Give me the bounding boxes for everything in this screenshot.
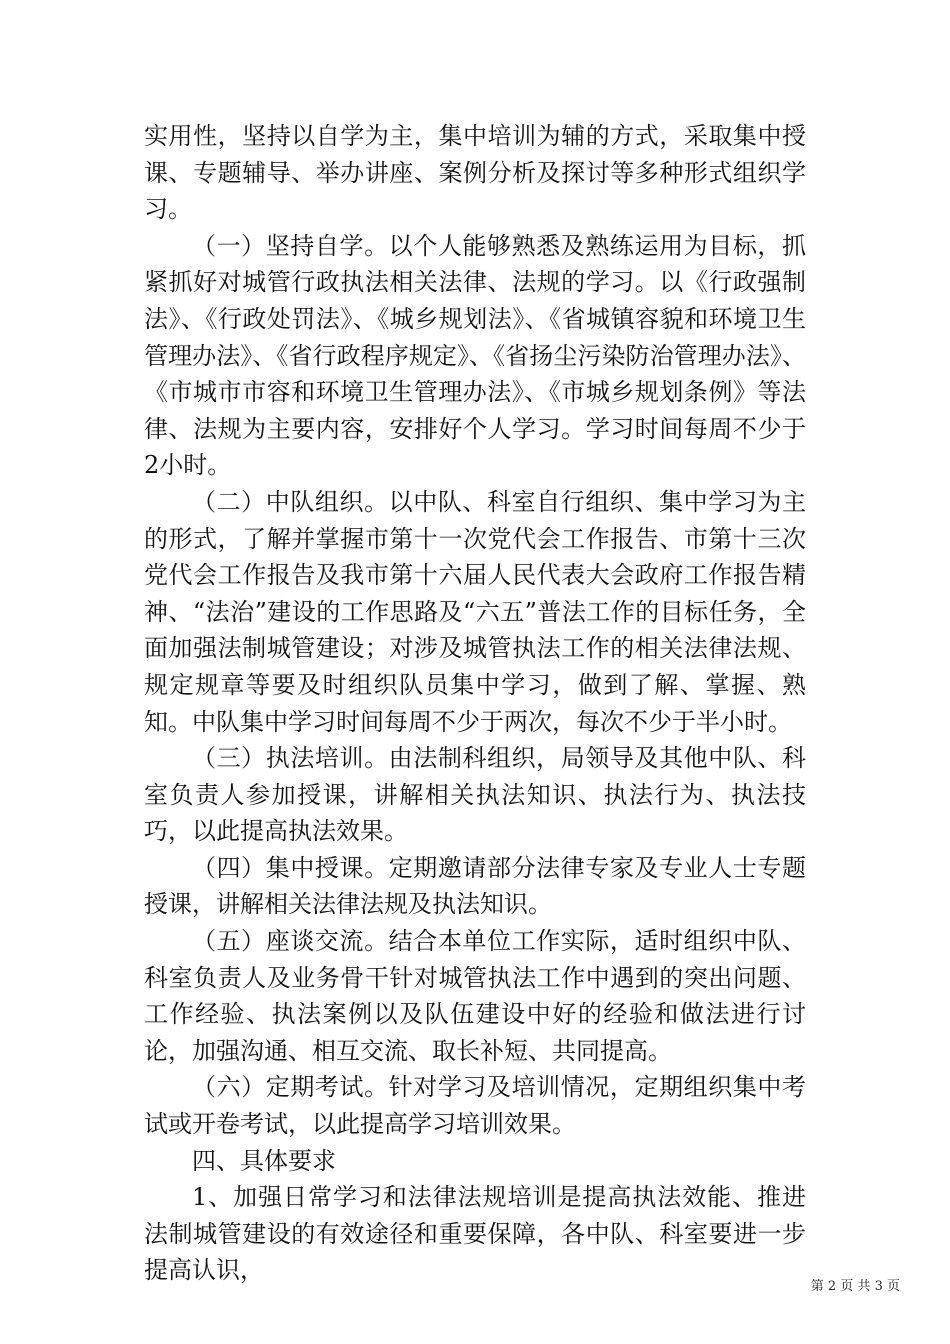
paragraph-centralized-lectures: （四）集中授课。定期邀请部分法律专家及专业人士专题授课，讲解相关法律法规及执法知识。 [144,853,806,919]
paragraph-intro: 实用性，坚持以自学为主，集中培训为辅的方式，采取集中授课、专题辅导、举办讲座、案例分析及探讨等多种形式组织学习。 [144,122,806,224]
document-body [144,118,806,1289]
paragraph-self-study: （一）坚持自学。以个人能够熟悉及熟练运用为目标，抓紧抓好对城管行政执法相关法律、法规的学习。以《行政强制法》、《行政处罚法》、《城乡规划法》、《省城镇容貌和环境卫生管理办法》、《省行政程序规定》、《省扬尘污染防治管理办法》、《市城市市容和环境卫生管理办法》、《市城乡规划条例》等法律、法规为主要内容，安排好个人学习。学习时间每周不少于2小时。 [144,231,806,480]
paragraph-discussion-exchange: （五）座谈交流。结合本单位工作实际，适时组织中队、科室负责人及业务骨干针对城管执法工作中遇到的突出问题、工作经验、执法案例以及队伍建设中好的经验和做法进行讨论，加强沟通、相互交流、取长补短、共同提高。 [144,927,806,1065]
paragraph-regular-exams: （六）定期考试。针对学习及培训情况，定期组织集中考试或开卷考试，以此提高学习培训效果。 [144,1073,806,1139]
paragraph-enforcement-training: （三）执法培训。由法制科组织，局领导及其他中队、科室负责人参加授课，讲解相关执法知识、执法行为、执法技巧，以此提高执法效果。 [144,744,806,846]
section-heading-requirements: 四、具体要求 [192,1146,336,1175]
paragraph-squad-organization: （二）中队组织。以中队、科室自行组织、集中学习为主的形式，了解并掌握市第十一次党代会工作报告、市第十三次党代会工作报告及我市第十六届人民代表大会政府工作报告精神、“法治”建设的工作思路及“六五”普法工作的目标任务，全面加强法制城管建设；对涉及城管执法工作的相关法律法规、规定规章等要及时组织队员集中学习，做到了解、掌握、熟知。中队集中学习时间每周不少于两次，每次不少于半小时。 [144,487,806,736]
paragraph-requirement-1: 1、加强日常学习和法律法规培训是提高执法效能、推进法制城管建设的有效途径和重要保障，各中队、科室要进一步提高认识， [144,1183,806,1285]
page-number-footer: 第 2 页 共 3 页 [810,1279,900,1294]
